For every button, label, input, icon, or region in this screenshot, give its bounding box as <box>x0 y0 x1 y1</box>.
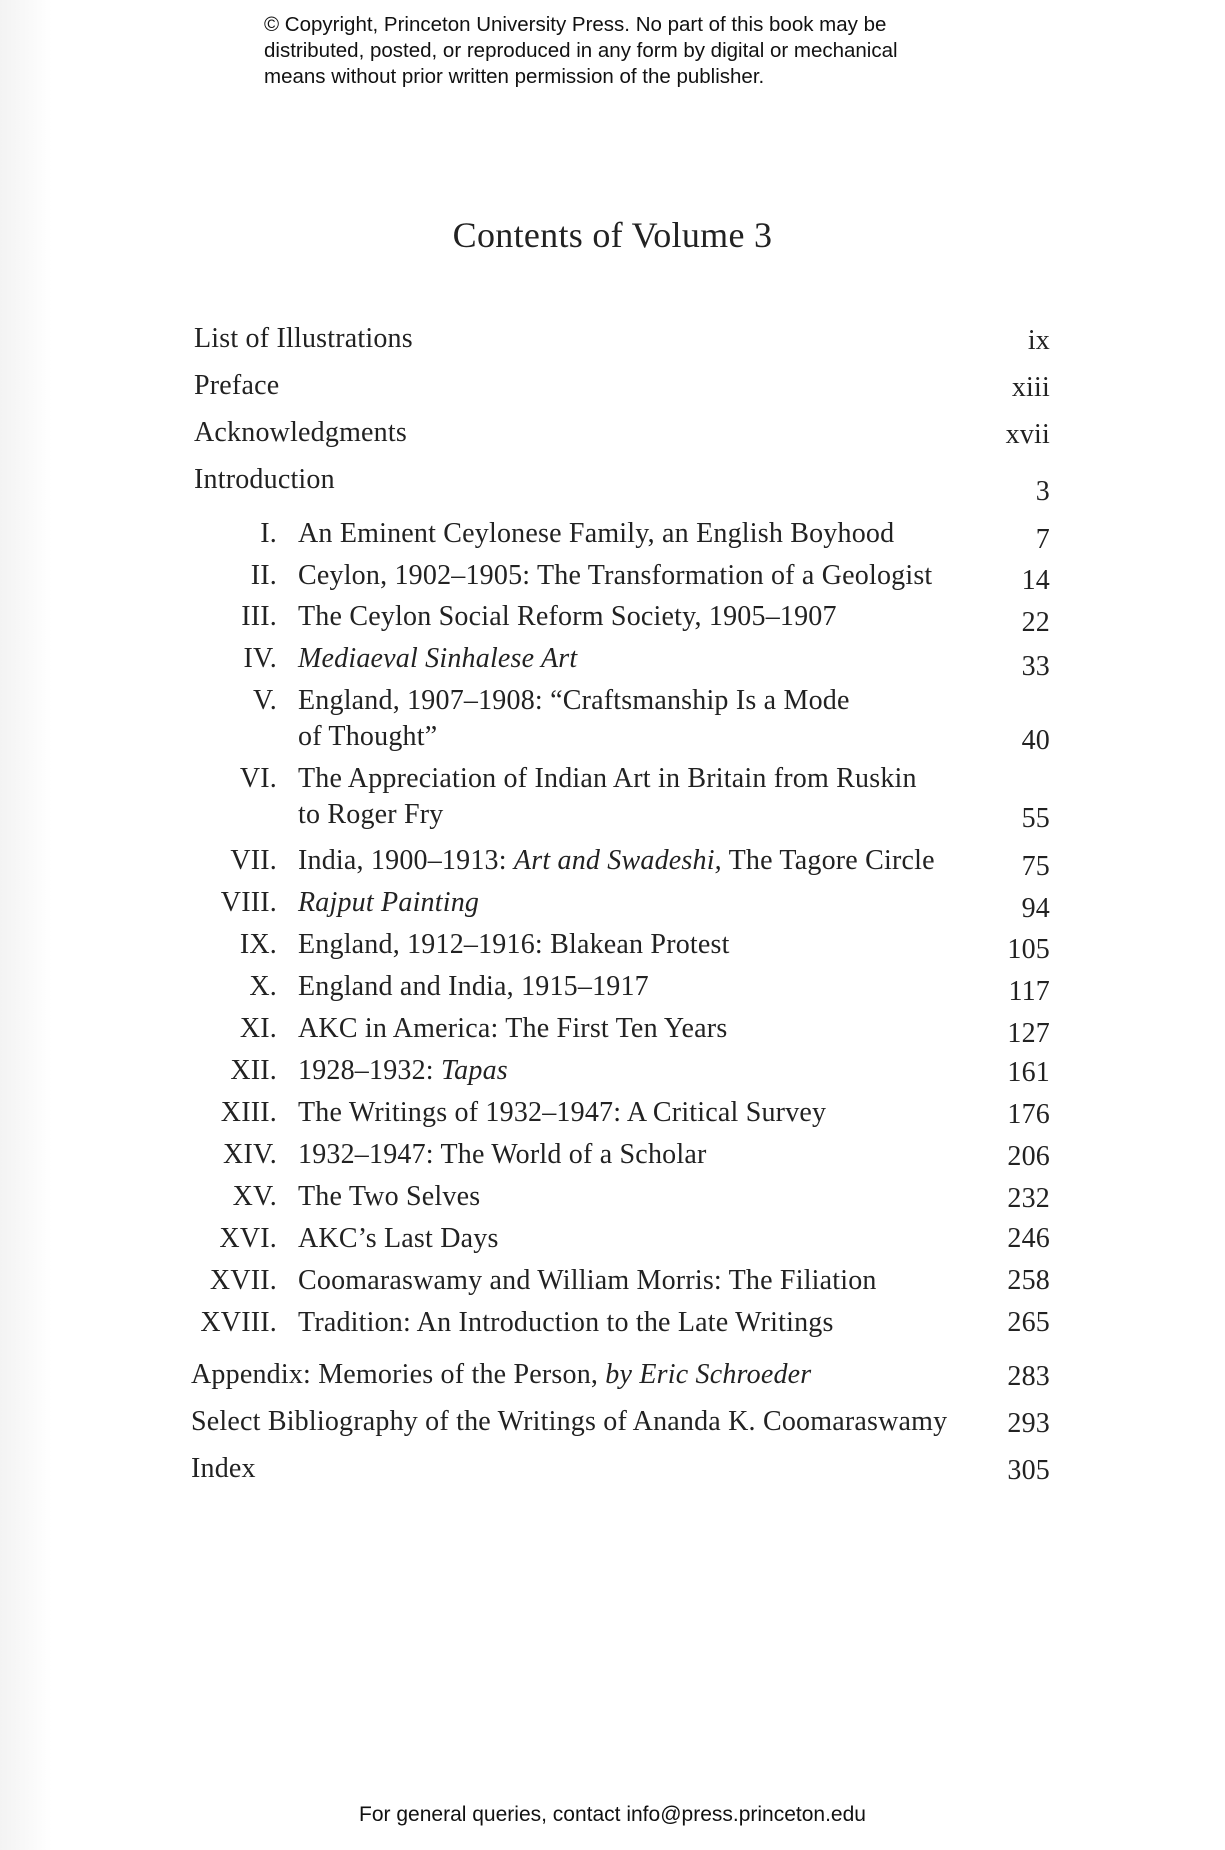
toc-entry-title: Introduction <box>194 464 335 495</box>
page-title: Contents of Volume 3 <box>452 215 773 255</box>
toc-entry-page: ix <box>1027 325 1050 356</box>
toc-entry-title-italic: by Eric Schroeder <box>605 1359 812 1390</box>
toc-chapter <box>0 684 1225 764</box>
chapter-title: The Appreciation of Indian Art in Britain from Ruskin <box>298 763 917 794</box>
chapter-numeral: XVIII. <box>200 1307 277 1338</box>
chapter-numeral: III. <box>241 601 277 632</box>
chapter-page: 246 <box>1007 1223 1050 1254</box>
chapter-title: England, 1907–1908: “Craftsmanship Is a Mode <box>298 685 850 716</box>
chapter-title-continued: to Roger Fry <box>298 799 444 830</box>
toc-entry-introduction <box>0 463 1225 507</box>
toc-chapter <box>0 1138 1225 1182</box>
chapter-page: 75 <box>1021 851 1050 882</box>
chapter-page: 117 <box>1008 976 1050 1007</box>
chapter-page: 265 <box>1007 1307 1050 1338</box>
chapter-title: 1932–1947: The World of a Scholar <box>298 1139 707 1170</box>
chapter-numeral: XVII. <box>209 1265 277 1296</box>
toc-chapter <box>0 762 1225 842</box>
chapter-page: 94 <box>1021 893 1050 924</box>
chapter-title: Ceylon, 1902–1905: The Transformation of a Geologist <box>298 560 933 591</box>
chapter-numeral: XVI. <box>219 1223 277 1254</box>
chapter-title-continued: of Thought” <box>298 721 438 752</box>
chapter-title-part: 1928–1932: <box>298 1055 441 1086</box>
chapter-page: 22 <box>1021 607 1050 638</box>
toc-chapter <box>0 1096 1225 1140</box>
chapter-title: Rajput Painting <box>298 887 480 918</box>
chapter-title: The Ceylon Social Reform Society, 1905–1907 <box>298 601 837 632</box>
chapter-title: Coomaraswamy and William Morris: The Filiation <box>298 1265 877 1296</box>
toc-entry-title: Preface <box>194 370 280 401</box>
toc-entry-title <box>191 1358 811 1392</box>
chapter-title-part: The Tagore Circle <box>721 845 935 876</box>
toc-entry-title: Index <box>191 1453 256 1484</box>
toc-entry-page: 3 <box>1035 476 1050 507</box>
toc-chapter <box>0 1264 1225 1308</box>
chapter-page: 176 <box>1007 1099 1050 1130</box>
toc-entry-appendix <box>0 1358 1225 1402</box>
chapter-numeral: VII. <box>230 845 277 876</box>
toc-entry-page: xiii <box>1011 372 1050 403</box>
chapter-title: AKC in America: The First Ten Years <box>298 1013 728 1044</box>
footer-contact: For general queries, contact info@press.princeton.edu <box>359 1803 866 1826</box>
toc-chapter <box>0 1222 1225 1266</box>
chapter-numeral: XII. <box>230 1055 277 1086</box>
toc-entry-preface <box>0 369 1225 413</box>
toc-entry-page: 305 <box>1007 1455 1050 1486</box>
chapter-numeral: X. <box>249 971 277 1002</box>
copyright-line: means without prior written permission of the publisher. <box>264 65 765 88</box>
chapter-numeral: IX. <box>239 929 277 960</box>
chapter-title: Tradition: An Introduction to the Late Writings <box>298 1307 834 1338</box>
toc-chapter <box>0 886 1225 930</box>
chapter-numeral: VIII. <box>220 887 277 918</box>
chapter-title: Mediaeval Sinhalese Art <box>298 643 578 674</box>
copyright-notice <box>264 12 984 90</box>
chapter-numeral: I. <box>260 518 277 549</box>
chapter-title <box>298 1054 508 1088</box>
chapter-numeral: XI. <box>239 1013 277 1044</box>
toc-chapter <box>0 1012 1225 1056</box>
chapter-page: 7 <box>1035 524 1050 555</box>
chapter-title <box>298 844 935 878</box>
toc-entry-title: List of Illustrations <box>194 323 413 354</box>
chapter-page: 40 <box>1021 725 1050 756</box>
chapter-page: 161 <box>1007 1057 1050 1088</box>
chapter-numeral: XV. <box>232 1181 277 1212</box>
chapter-title: AKC’s Last Days <box>298 1223 499 1254</box>
chapter-title: The Writings of 1932–1947: A Critical Survey <box>298 1097 827 1128</box>
chapter-numeral: XIII. <box>220 1097 277 1128</box>
chapter-title-italic: Art and Swadeshi, <box>513 845 722 876</box>
chapter-page: 14 <box>1021 565 1050 596</box>
chapter-page: 127 <box>1007 1018 1050 1049</box>
copyright-line: © Copyright, Princeton University Press. No part of this book may be <box>264 13 887 36</box>
toc-entry-list-of-illustrations <box>0 322 1225 366</box>
toc-entry-bibliography <box>0 1405 1225 1449</box>
chapter-numeral: II. <box>250 560 277 591</box>
toc-chapter <box>0 1180 1225 1224</box>
toc-entry-page: 293 <box>1007 1408 1050 1439</box>
toc-chapter <box>0 1306 1225 1350</box>
toc-entry-title-part: Appendix: Memories of the Person, <box>191 1359 606 1390</box>
toc-chapter <box>0 1054 1225 1098</box>
copyright-line: distributed, posted, or reproduced in any form by digital or mechanical <box>264 39 898 62</box>
toc-chapter <box>0 844 1225 888</box>
chapter-title: England, 1912–1916: Blakean Protest <box>298 929 730 960</box>
chapter-title: England and India, 1915–1917 <box>298 971 649 1002</box>
toc-entry-index <box>0 1452 1225 1496</box>
toc-chapter <box>0 559 1225 603</box>
chapter-title: An Eminent Ceylonese Family, an English Boyhood <box>298 518 895 549</box>
toc-chapter <box>0 600 1225 644</box>
chapter-page: 206 <box>1007 1141 1050 1172</box>
chapter-numeral: V. <box>252 685 277 716</box>
toc-entry-title: Acknowledgments <box>194 417 407 448</box>
chapter-numeral: IV. <box>243 643 277 674</box>
toc-entry-page: xvii <box>1005 419 1050 450</box>
toc-chapter <box>0 970 1225 1014</box>
chapter-page: 105 <box>1007 934 1050 965</box>
chapter-numeral: VI. <box>239 763 277 794</box>
toc-chapter <box>0 517 1225 561</box>
toc-entry-title: Select Bibliography of the Writings of Ananda K. Coomaraswamy <box>191 1406 948 1437</box>
toc-chapter <box>0 928 1225 972</box>
chapter-page: 33 <box>1021 651 1050 682</box>
chapter-title: The Two Selves <box>298 1181 481 1212</box>
toc-chapter <box>0 642 1225 686</box>
chapter-numeral: XIV. <box>223 1139 277 1170</box>
chapter-page: 55 <box>1021 803 1050 834</box>
chapter-title-italic: Tapas <box>440 1055 508 1086</box>
toc-entry-page: 283 <box>1007 1361 1050 1392</box>
toc-entry-acknowledgments <box>0 416 1225 460</box>
chapter-page: 258 <box>1007 1265 1050 1296</box>
chapter-title-part: India, 1900–1913: <box>298 845 514 876</box>
chapter-page: 232 <box>1007 1183 1050 1214</box>
